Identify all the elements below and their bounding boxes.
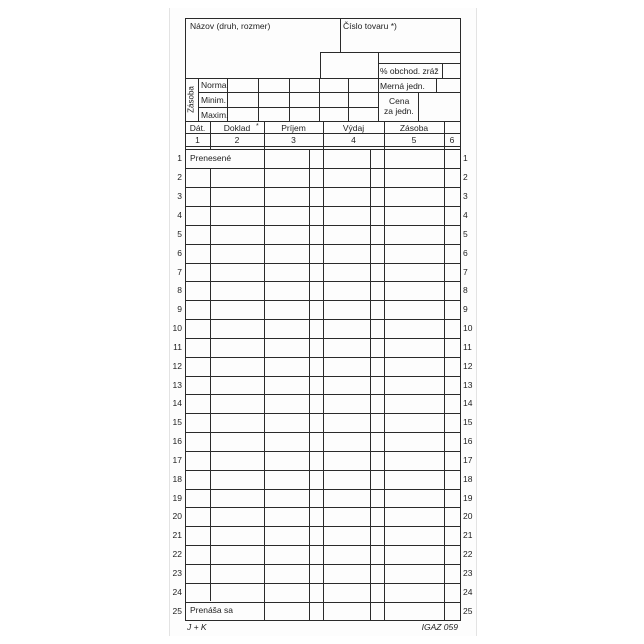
row-number-left: 11 <box>173 341 182 352</box>
publisher-mark: J + K <box>187 622 207 632</box>
row-number-right: 18 <box>463 473 473 484</box>
row-number-left: 25 <box>172 605 182 616</box>
row-number-right: 17 <box>463 454 473 465</box>
row-number-left: 21 <box>172 530 182 541</box>
max-label: Maxim. <box>201 110 229 120</box>
row-number-right: 11 <box>463 341 472 352</box>
row-number-left: 14 <box>172 398 182 409</box>
row-number-right: 1 <box>463 153 468 164</box>
column-number: 4 <box>351 135 356 145</box>
row-number-right: 16 <box>463 436 473 446</box>
row-number-left: 2 <box>177 172 182 183</box>
column-number: 5 <box>411 135 417 145</box>
row-number-left: 12 <box>172 360 182 371</box>
row-number-right: 24 <box>463 586 473 597</box>
row-number-right: 5 <box>463 228 468 239</box>
row-number-right: 3 <box>463 191 468 202</box>
row-number-left: 15 <box>172 417 182 428</box>
row-number-left: 22 <box>172 549 182 560</box>
carried-over-label: Prenáša sa <box>190 605 233 615</box>
row-number-right: 20 <box>463 511 473 522</box>
row-number-right: 6 <box>463 247 468 258</box>
row-number-right: 10 <box>463 323 473 333</box>
row-number-right: 9 <box>463 304 468 315</box>
min-label: Minim. <box>201 95 227 105</box>
item-number-label: Číslo tovaru *) <box>343 21 397 31</box>
row-number-left: 19 <box>172 492 182 503</box>
name-label: Názov (druh, rozmer) <box>190 21 271 31</box>
row-number-left: 23 <box>172 567 182 578</box>
row-number-left: 16 <box>172 436 182 446</box>
row-number-right: 15 <box>463 417 473 428</box>
price-label-line2: za jedn. <box>384 106 414 116</box>
discount-label: % obchod. zráž <box>380 66 439 76</box>
column-header-receipt: Príjem <box>281 123 306 133</box>
column-header-document: Doklad <box>223 123 251 133</box>
row-number-left: 5 <box>177 228 182 239</box>
form-code: IGAZ 059 <box>421 622 458 632</box>
unit-label: Merná jedn. <box>380 81 425 91</box>
row-number-left: 7 <box>177 266 182 277</box>
row-number-right: 22 <box>463 549 473 560</box>
row-number-left: 3 <box>177 191 182 202</box>
row-number-left: 13 <box>172 379 182 390</box>
row-number-right: 2 <box>463 172 468 183</box>
row-number-right: 21 <box>463 530 473 541</box>
row-number-right: 23 <box>463 567 473 578</box>
column-header-issue: Výdaj <box>342 123 365 133</box>
row-number-right: 14 <box>463 398 473 409</box>
column-number: 3 <box>291 135 296 145</box>
norm-label: Norma <box>201 80 227 90</box>
row-number-right: 7 <box>463 266 468 277</box>
carried-in-label: Prenesené <box>190 153 232 163</box>
column-number: 2 <box>234 135 240 145</box>
row-number-left: 1 <box>177 153 182 164</box>
row-number-left: 17 <box>172 454 182 465</box>
row-number-right: 12 <box>463 360 473 371</box>
row-number-right: 4 <box>463 209 468 220</box>
row-number-left: 20 <box>172 511 182 522</box>
row-number-left: 9 <box>177 304 182 315</box>
column-number: 6 <box>449 135 455 145</box>
row-number-right: 19 <box>463 492 473 503</box>
row-number-right: 13 <box>463 379 473 390</box>
row-number-right: 8 <box>463 285 468 296</box>
row-number-left: 24 <box>172 586 182 597</box>
stock-limits-label: Zásoba <box>186 86 196 113</box>
column-header-document-mark: * <box>256 123 259 130</box>
row-number-left: 6 <box>177 247 182 258</box>
column-header-date: Dát. <box>189 123 206 133</box>
body-column-lines <box>211 150 445 621</box>
price-label-line1: Cena <box>389 96 410 106</box>
row-number-left: 18 <box>172 473 182 484</box>
row-number-left: 8 <box>177 285 182 296</box>
row-number-right: 25 <box>463 605 473 616</box>
column-number: 1 <box>195 135 200 145</box>
column-header-stock: Zásoba <box>399 123 429 133</box>
row-number-left: 10 <box>172 323 182 333</box>
row-number-left: 4 <box>177 209 182 220</box>
